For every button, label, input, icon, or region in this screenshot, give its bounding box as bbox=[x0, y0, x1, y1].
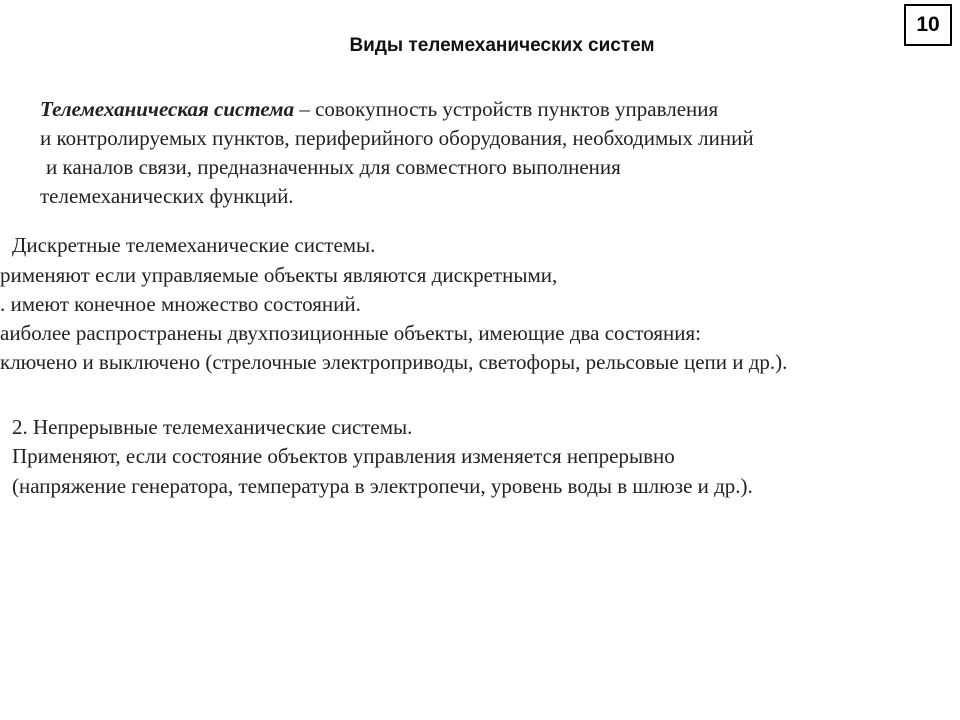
page-number-badge: 10 bbox=[904, 4, 952, 46]
continuous-line-3: (напряжение генератора, температура в электропечи, уровень воды в шлюзе и др.). bbox=[12, 474, 753, 498]
definition-term: Телемеханическая система bbox=[40, 97, 295, 121]
definition-line-3: и каналов связи, предназначенных для совместного выполнения bbox=[46, 155, 621, 179]
slide-title: Виды телемеханических систем bbox=[349, 35, 655, 56]
discrete-line-4: аиболее распространены двухпозиционные объекты, имеющие два состояния: bbox=[0, 321, 702, 345]
discrete-line-3: . имеют конечное множество состояний. bbox=[0, 292, 361, 316]
definition-line-1 bbox=[40, 95, 718, 123]
continuous-line-1: 2. Непрерывные телемеханические системы. bbox=[12, 415, 413, 439]
continuous-line-2: Применяют, если состояние объектов управления изменяется непрерывно bbox=[12, 444, 675, 468]
definition-line-2: и контролируемых пунктов, периферийного оборудования, необходимых линий bbox=[40, 126, 754, 150]
definition-text: – совокупность устройств пунктов управления bbox=[294, 97, 719, 121]
definition-line-4: телемеханических функций. bbox=[40, 184, 294, 208]
discrete-line-5: ключено и выключено (стрелочные электроприводы, светофоры, рельсовые цепи и др.). bbox=[0, 350, 788, 374]
discrete-line-1: Дискретные телемеханические системы. bbox=[12, 233, 376, 257]
discrete-line-2: рименяют если управляемые объекты являются дискретными, bbox=[0, 263, 558, 287]
